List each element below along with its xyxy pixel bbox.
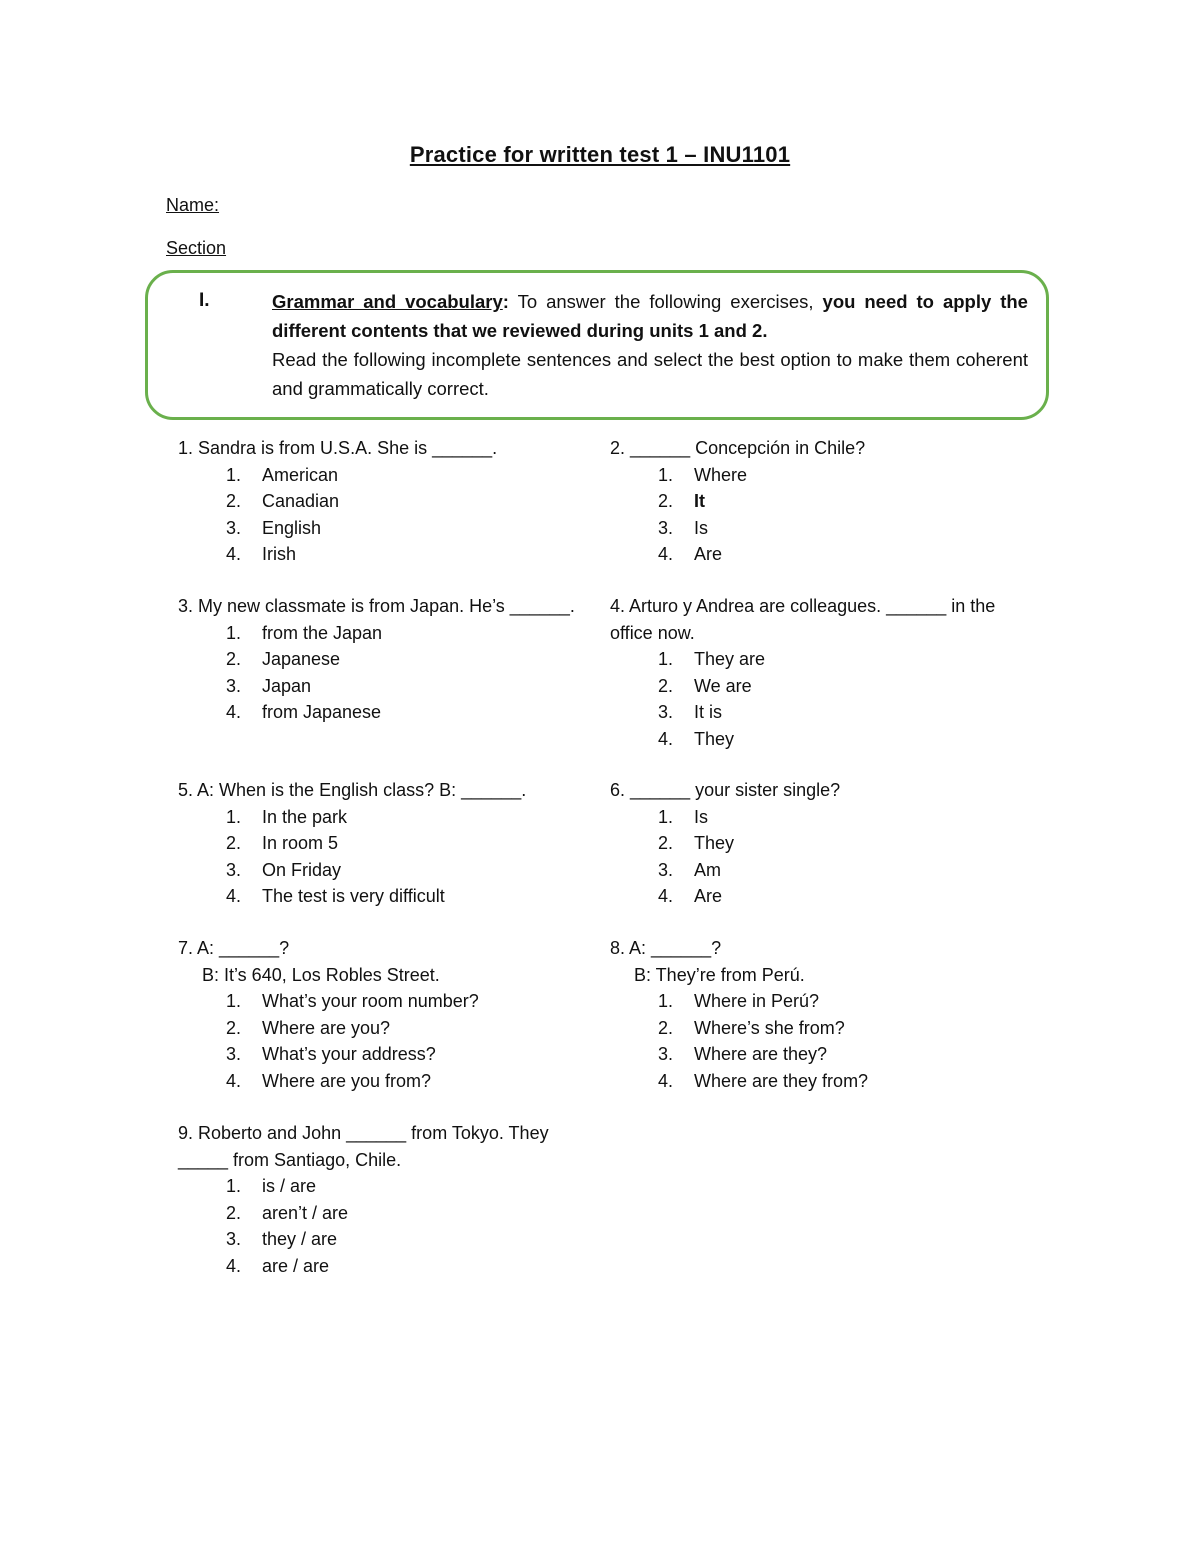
option-text: is / are: [262, 1176, 317, 1196]
option-number: 3.: [658, 702, 674, 722]
options-list: [610, 462, 1030, 568]
option-text: Are: [694, 544, 723, 564]
option-item[interactable]: [178, 857, 598, 884]
option-number: 3.: [226, 675, 242, 696]
option-item[interactable]: [178, 1200, 598, 1227]
options-list: [610, 646, 1030, 752]
question-3: [178, 593, 598, 726]
option-number: 2.: [226, 833, 242, 853]
option-number: 3.: [658, 859, 674, 880]
question-sub-line: B: They’re from Perú.: [634, 964, 805, 985]
option-number: 2.: [226, 1202, 242, 1223]
option-item[interactable]: [178, 620, 598, 647]
options-list: [610, 988, 1030, 1094]
option-item[interactable]: [610, 1041, 1030, 1068]
question-stem: 2. ______ Concepción in Chile?: [610, 438, 866, 458]
question-stem: 4. Arturo y Andrea are colleagues. ______ in the office now.: [610, 596, 996, 643]
option-text: What’s your room number?: [262, 991, 479, 1011]
options-list: [178, 1173, 598, 1279]
option-number: 4.: [658, 1070, 674, 1091]
option-item[interactable]: [610, 726, 1030, 753]
option-number: 2.: [658, 833, 674, 853]
option-item[interactable]: [610, 988, 1030, 1015]
question-stem: 3. My new classmate is from Japan. He’s ______.: [178, 596, 575, 616]
instructions-text-part2: Read the following incomplete sentences and select the best option to make them coherent and grammatically correct.: [272, 349, 1028, 399]
option-number: 2.: [658, 1017, 674, 1038]
page-title: Practice for written test 1 – INU1101: [409, 142, 791, 167]
question-5: [178, 777, 598, 910]
option-item[interactable]: [178, 1015, 598, 1042]
option-item[interactable]: [610, 462, 1030, 489]
question-6: [610, 777, 1030, 910]
instructions-number: I.: [199, 290, 210, 311]
option-text: Irish: [262, 544, 297, 564]
option-text: Where in Perú?: [694, 991, 820, 1011]
options-list: [178, 988, 598, 1094]
option-item[interactable]: [178, 1226, 598, 1253]
option-item[interactable]: [178, 1041, 598, 1068]
options-list: [178, 462, 598, 568]
option-item[interactable]: [178, 646, 598, 673]
option-item[interactable]: [178, 541, 598, 568]
option-number: 2.: [226, 1017, 242, 1038]
question-stem: 5. A: When is the English class? B: ______.: [178, 780, 527, 800]
instructions-text-bold: you need to apply the different contents that we reviewed during units 1 and 2.: [272, 291, 1028, 341]
option-number: 4.: [658, 886, 674, 906]
option-item[interactable]: [610, 541, 1030, 568]
option-item[interactable]: [178, 1173, 598, 1200]
option-number: 1.: [658, 649, 674, 669]
option-item[interactable]: [178, 1253, 598, 1280]
option-item[interactable]: [178, 488, 598, 515]
question-2: [610, 435, 1030, 568]
options-list: [178, 620, 598, 726]
question-stem: 9. Roberto and John ______ from Tokyo. They _____ from Santiago, Chile.: [178, 1123, 549, 1170]
instructions-text-part1: To answer the following exercises,: [508, 291, 823, 312]
option-text: In the park: [262, 806, 348, 827]
option-number: 4.: [226, 1070, 242, 1091]
option-text: Where are they from?: [694, 1070, 869, 1091]
option-number: 1.: [658, 991, 674, 1011]
option-item[interactable]: [178, 515, 598, 542]
option-number: 1.: [658, 806, 674, 827]
options-list: [178, 804, 598, 910]
option-text: The test is very difficult: [262, 886, 445, 906]
option-item[interactable]: [610, 673, 1030, 700]
question-9: [178, 1120, 598, 1279]
option-text: They are: [694, 649, 766, 669]
option-number: 1.: [226, 464, 242, 485]
option-text: from the Japan: [262, 622, 383, 643]
option-text: Canadian: [262, 491, 340, 511]
option-item[interactable]: [610, 699, 1030, 726]
option-text: Japan: [262, 675, 312, 696]
option-text: Where are they?: [694, 1044, 828, 1064]
option-item[interactable]: [610, 1015, 1030, 1042]
option-text: they / are: [262, 1229, 338, 1249]
option-text: We are: [694, 675, 752, 696]
question-7: [178, 935, 598, 1094]
option-text: Are: [694, 886, 723, 906]
option-text: Am: [694, 859, 721, 880]
option-text: It: [694, 491, 705, 511]
section-field-label: Section: [166, 238, 227, 258]
instructions-text: [272, 287, 1028, 403]
option-text: Is: [694, 517, 709, 538]
option-item[interactable]: [178, 1068, 598, 1095]
option-item[interactable]: [610, 857, 1030, 884]
option-number: 4.: [226, 702, 242, 722]
option-item[interactable]: [178, 804, 598, 831]
question-1: [178, 435, 598, 568]
option-number: 1.: [226, 806, 242, 827]
option-text: aren’t / are: [262, 1202, 349, 1223]
option-item[interactable]: [178, 830, 598, 857]
option-text: On Friday: [262, 859, 342, 880]
option-text: from Japanese: [262, 702, 382, 722]
option-text: They: [694, 833, 735, 853]
option-text: What’s your address?: [262, 1044, 436, 1064]
name-field-label: Name:: [166, 195, 220, 215]
option-item[interactable]: [178, 988, 598, 1015]
option-text: English: [262, 517, 322, 538]
option-text: Japanese: [262, 649, 341, 669]
option-text: Where are you?: [262, 1017, 391, 1038]
option-item[interactable]: [178, 673, 598, 700]
option-text: Where: [694, 464, 748, 485]
option-number: 2.: [658, 675, 674, 696]
question-4: [610, 593, 1030, 752]
option-number: 2.: [658, 491, 674, 511]
option-item[interactable]: [178, 699, 598, 726]
question-stem: 1. Sandra is from U.S.A. She is ______.: [178, 438, 498, 458]
option-item[interactable]: [610, 488, 1030, 515]
option-item[interactable]: [178, 883, 598, 910]
question-stem: 8. A: ______?: [610, 938, 722, 958]
option-number: 3.: [226, 517, 242, 538]
option-number: 4.: [226, 886, 242, 906]
option-item[interactable]: [610, 646, 1030, 673]
option-number: 4.: [226, 1255, 242, 1276]
option-number: 3.: [226, 859, 242, 880]
option-number: 3.: [658, 517, 674, 538]
option-text: Where are you from?: [262, 1070, 432, 1091]
option-number: 2.: [226, 491, 242, 511]
option-number: 1.: [226, 622, 242, 643]
option-text: American: [262, 464, 339, 485]
options-list: [610, 804, 1030, 910]
option-number: 1.: [226, 1176, 242, 1196]
option-text: Where’s she from?: [694, 1017, 845, 1038]
option-item[interactable]: [610, 830, 1030, 857]
option-number: 3.: [658, 1044, 674, 1064]
option-text: In room 5: [262, 833, 339, 853]
option-text: are / are: [262, 1255, 330, 1276]
instructions-heading: Grammar and vocabulary: [272, 291, 503, 312]
option-text: It is: [694, 702, 723, 722]
question-8: [610, 935, 1030, 1094]
instructions-colon: :: [502, 291, 509, 312]
option-item[interactable]: [610, 804, 1030, 831]
option-number: 4.: [226, 544, 242, 564]
option-number: 4.: [658, 544, 674, 564]
option-text: They: [694, 728, 735, 749]
option-item[interactable]: [178, 462, 598, 489]
option-number: 3.: [226, 1044, 242, 1064]
option-number: 3.: [226, 1229, 242, 1249]
option-item[interactable]: [610, 1068, 1030, 1095]
option-item[interactable]: [610, 883, 1030, 910]
option-number: 1.: [226, 991, 242, 1011]
question-stem: 7. A: ______?: [178, 938, 290, 958]
option-text: Is: [694, 806, 709, 827]
option-number: 2.: [226, 649, 242, 669]
question-sub-line: B: It’s 640, Los Robles Street.: [202, 964, 440, 985]
option-item[interactable]: [610, 515, 1030, 542]
option-number: 1.: [658, 464, 674, 485]
option-number: 4.: [658, 728, 674, 749]
question-stem: 6. ______ your sister single?: [610, 780, 841, 800]
